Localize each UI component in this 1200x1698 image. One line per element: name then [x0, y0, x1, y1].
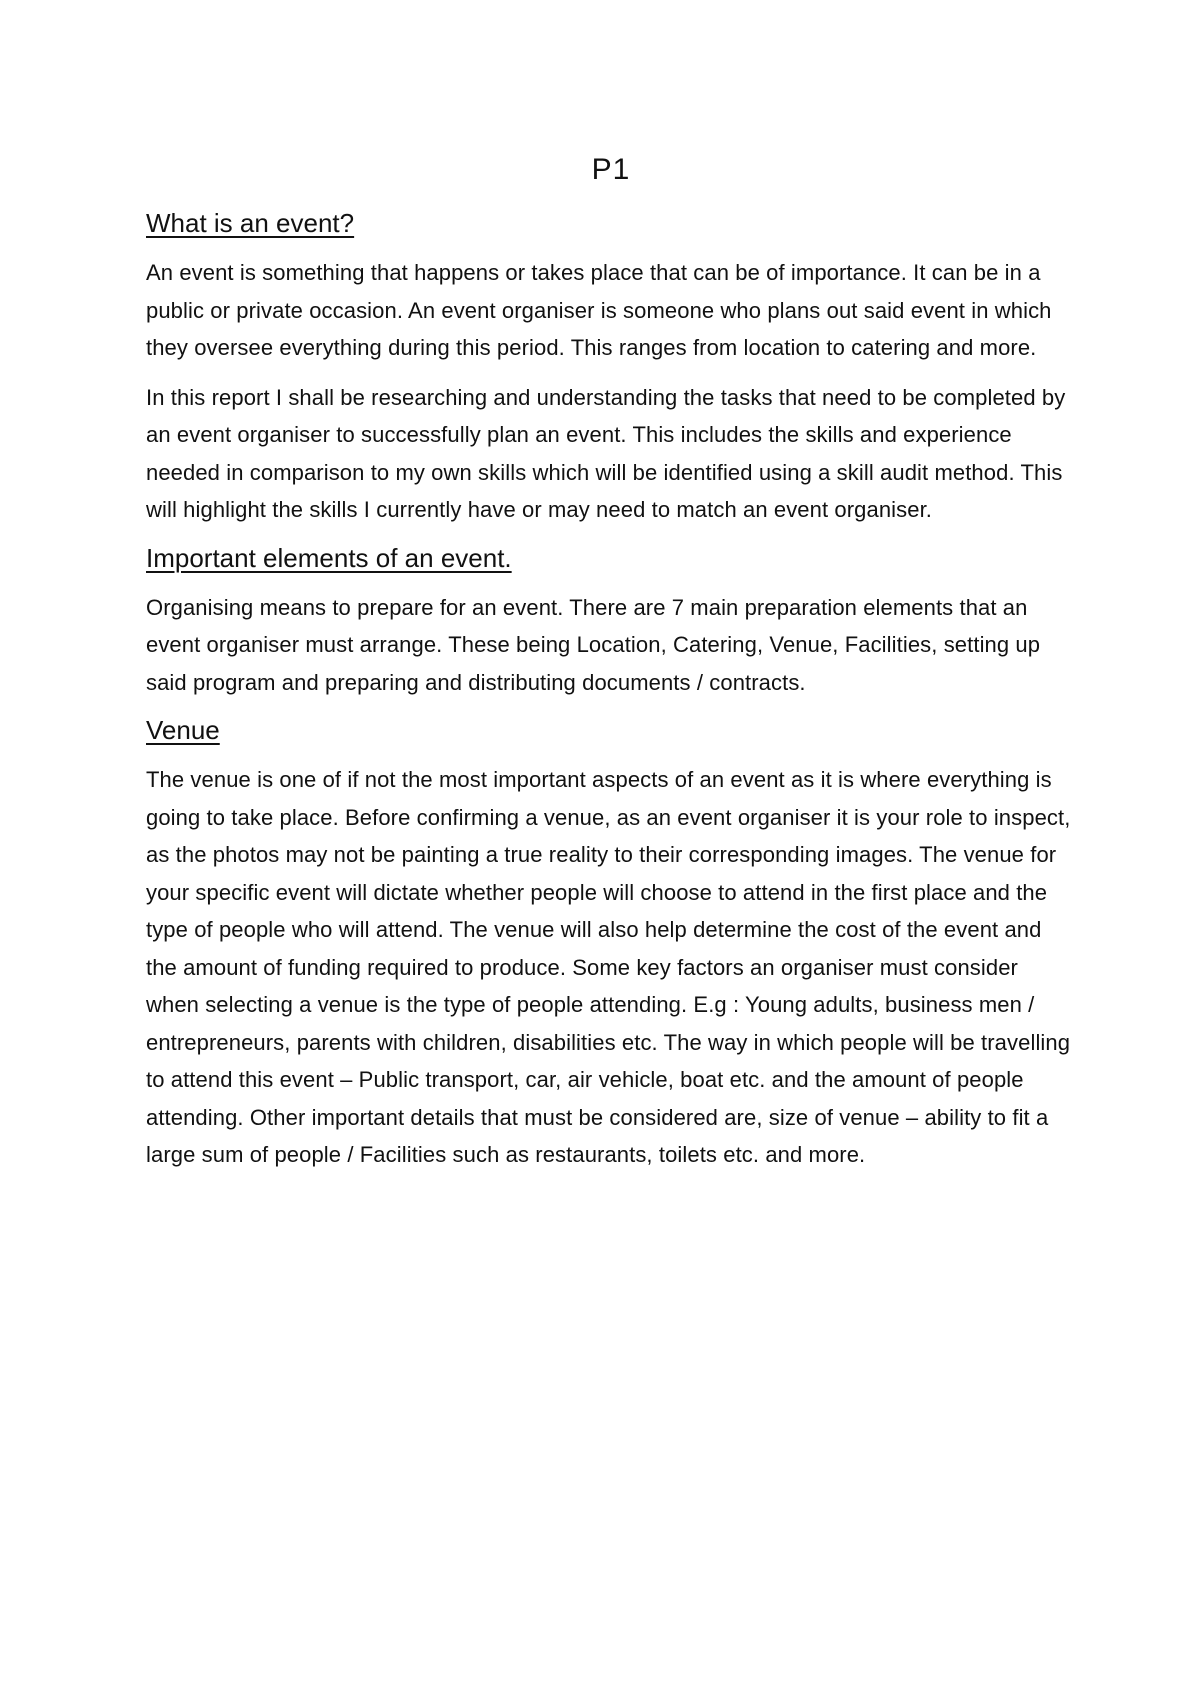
paragraph: In this report I shall be researching and understanding the tasks that need to be completed by an event organiser to successfully plan an event. This includes the skills and experience needed in comparison to my own skills which will be identified using a skill audit method. This will highlight the skills I currently have or may need to match an event organiser. — [146, 384, 1066, 522]
paragraph: The venue is one of if not the most important aspects of an event as it is where everything is going to take place. Before confirming a venue, as an event organiser it is your role to inspect, as the photos may not be painting a true reality to their corresponding images. The venue for your specific event will dictate whether people will choose to attend in the first place and the type of people who will attend. The venue will also help determine the cost of the event and the amount of funding required to produce. Some key factors an organiser must consider when selecting a venue is the type of people attending. E.g : Young adults, business men / entrepreneurs, parents with children, disabilities etc. The way in which people will be travelling to attend this event – Public transport, car, air vehicle, boat etc. and the amount of people attending. Other important details that must be considered are, size of venue – ability to fit a large sum of people / Facilities such as restaurants, toilets etc. and more. — [146, 767, 1071, 1167]
section-heading: What is an event? — [146, 208, 355, 238]
section-venue — [146, 713, 1076, 1174]
section-what-is-an-event — [146, 206, 1076, 529]
paragraph: An event is something that happens or takes place that can be of importance. It can be in a public or private occasion. An event organiser is someone who plans out said event in which they oversee everything during this period. This ranges from location to catering and more. — [146, 260, 1052, 360]
document-body — [146, 150, 1076, 1186]
page-title: P1 — [591, 153, 631, 186]
section-heading: Venue — [146, 715, 220, 745]
paragraph: Organising means to prepare for an event. There are 7 main preparation elements that an event organiser must arrange. These being Location, Catering, Venue, Facilities, setting up said program and preparing and distributing documents / contracts. — [146, 594, 1041, 695]
section-heading: Important elements of an event. — [146, 542, 512, 573]
section-important-elements — [146, 541, 1076, 702]
